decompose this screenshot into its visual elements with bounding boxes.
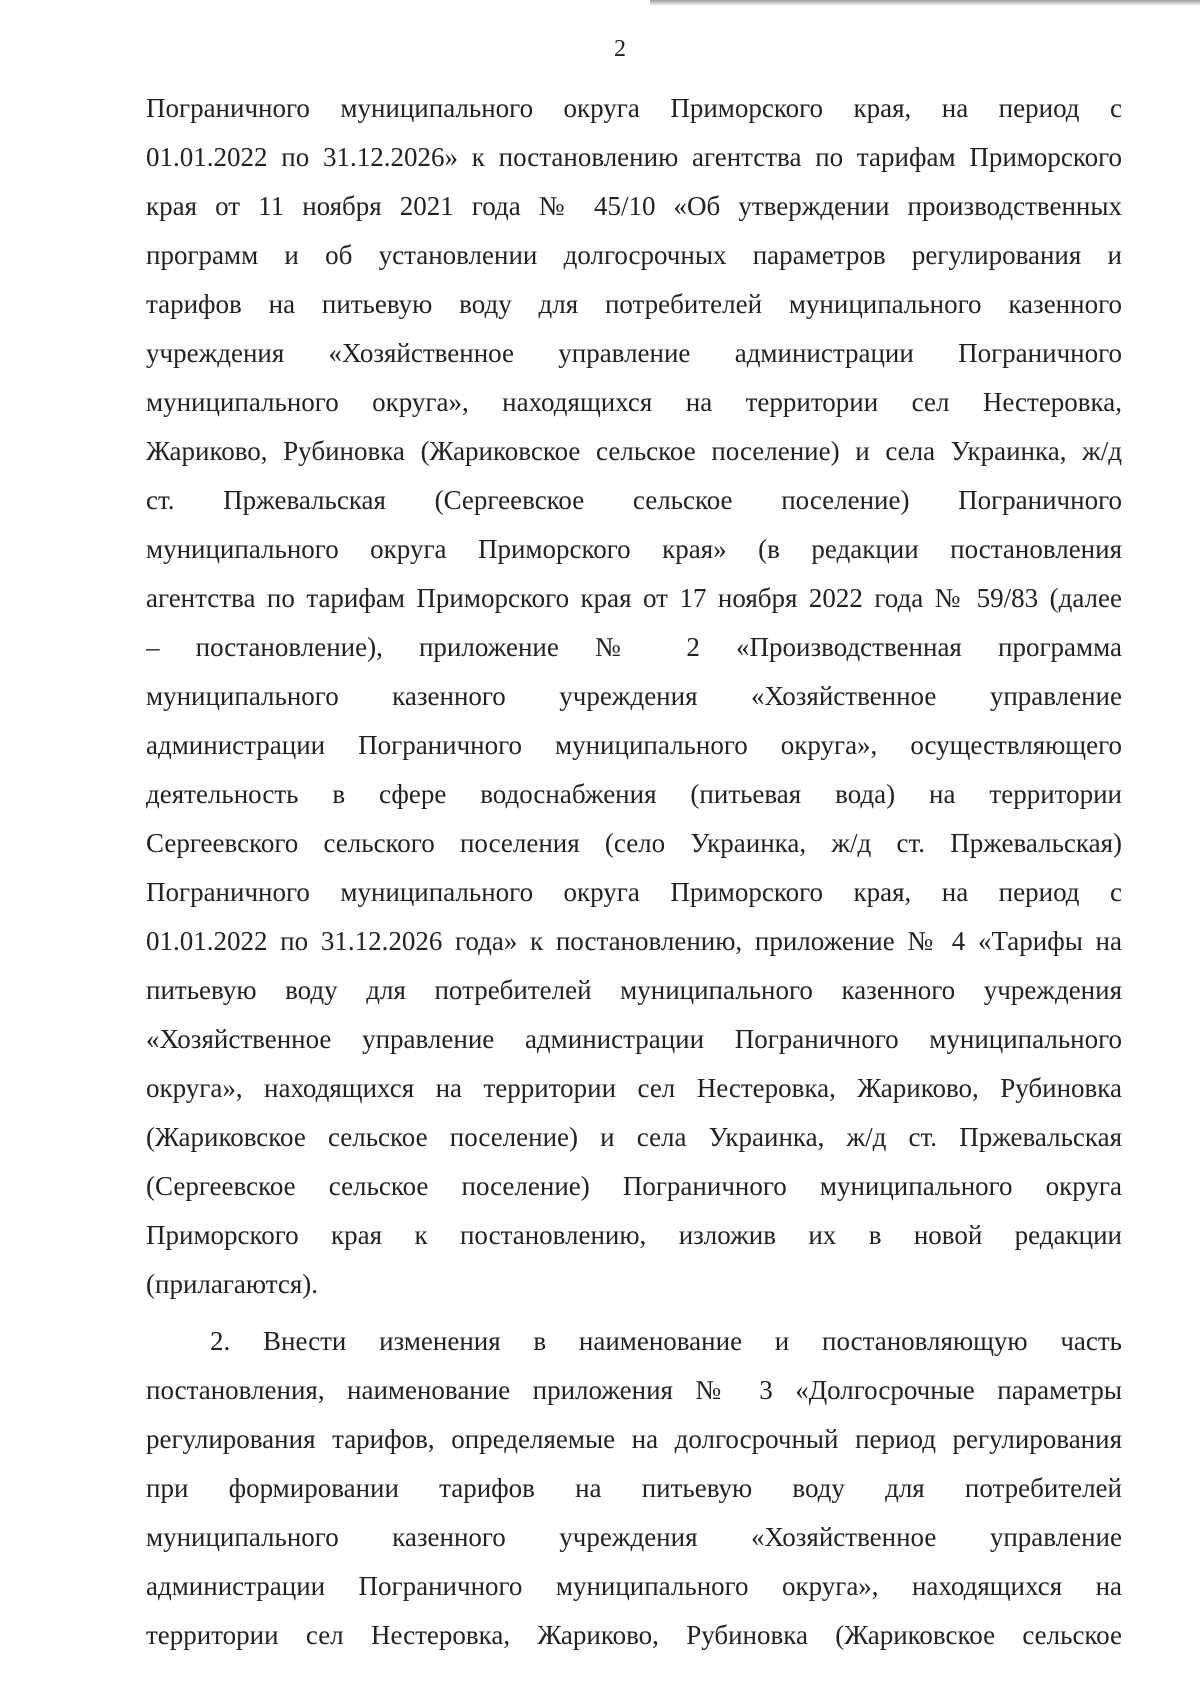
paragraph-1 <box>146 84 1122 1309</box>
text-line: постановления, наименование приложения № 3 «Долгосрочные параметры <box>146 1375 1122 1405</box>
text-line: муниципального казенного учреждения «Хозяйственное управление <box>146 681 1122 711</box>
text-line: (Жариковское сельское поселение) и села Украинка, ж/д ст. Пржевальская <box>146 1122 1122 1152</box>
text-line: (Сергеевское сельское поселение) Пограничного муниципального округа <box>146 1171 1122 1201</box>
document-body <box>146 84 1122 1660</box>
text-line: Пограничного муниципального округа Приморского края, на период с <box>146 93 1122 123</box>
page-number: 2 <box>614 36 626 62</box>
text-line: 01.01.2022 по 31.12.2026» к постановлению агентства по тарифам Приморского <box>146 142 1122 172</box>
text-line: территории сел Нестеровка, Жариково, Рубиновка (Жариковское сельское <box>146 1620 1122 1650</box>
text-line: Жариково, Рубиновка (Жариковское сельское поселение) и села Украинка, ж/д <box>146 436 1122 466</box>
text-line: тарифов на питьевую воду для потребителей муниципального казенного <box>146 289 1122 319</box>
text-line: 01.01.2022 по 31.12.2026 года» к постановлению, приложение № 4 «Тарифы на <box>146 926 1122 956</box>
text-line: деятельность в сфере водоснабжения (питьевая вода) на территории <box>146 779 1122 809</box>
text-line: администрации Пограничного муниципального округа», осуществляющего <box>146 730 1122 760</box>
text-line: муниципального казенного учреждения «Хозяйственное управление <box>146 1522 1122 1552</box>
text-line: Сергеевского сельского поселения (село Украинка, ж/д ст. Пржевальская) <box>146 828 1122 858</box>
text-line: – постановление), приложение № 2 «Производственная программа <box>146 632 1122 662</box>
text-line: муниципального округа», находящихся на территории сел Нестеровка, <box>146 387 1122 417</box>
text-line: при формировании тарифов на питьевую воду для потребителей <box>146 1473 1122 1503</box>
paragraph-gap <box>146 1309 1122 1317</box>
text-line: «Хозяйственное управление администрации Пограничного муниципального <box>146 1024 1122 1054</box>
scan-edge-shadow <box>650 0 1200 6</box>
text-line: регулирования тарифов, определяемые на долгосрочный период регулирования <box>146 1424 1122 1454</box>
text-line: агентства по тарифам Приморского края от 17 ноября 2022 года № 59/83 (далее <box>146 583 1122 613</box>
text-line: Пограничного муниципального округа Приморского края, на период с <box>146 877 1122 907</box>
text-line: 2. Внести изменения в наименование и постановляющую часть <box>210 1326 1122 1356</box>
text-line: программ и об установлении долгосрочных параметров регулирования и <box>146 240 1122 270</box>
text-line: Приморского края к постановлению, изложив их в новой редакции <box>146 1220 1122 1250</box>
text-line: ст. Пржевальская (Сергеевское сельское поселение) Пограничного <box>146 485 1122 515</box>
text-line: края от 11 ноября 2021 года № 45/10 «Об утверждении производственных <box>146 191 1122 221</box>
text-line: округа», находящихся на территории сел Нестеровка, Жариково, Рубиновка <box>146 1073 1122 1103</box>
text-line: муниципального округа Приморского края» (в редакции постановления <box>146 534 1122 564</box>
text-line: (прилагаются). <box>146 1269 318 1299</box>
text-line: администрации Пограничного муниципального округа», находящихся на <box>146 1571 1122 1601</box>
text-line: учреждения «Хозяйственное управление администрации Пограничного <box>146 338 1122 368</box>
text-line: питьевую воду для потребителей муниципального казенного учреждения <box>146 975 1122 1005</box>
paragraph-2 <box>146 1317 1122 1660</box>
